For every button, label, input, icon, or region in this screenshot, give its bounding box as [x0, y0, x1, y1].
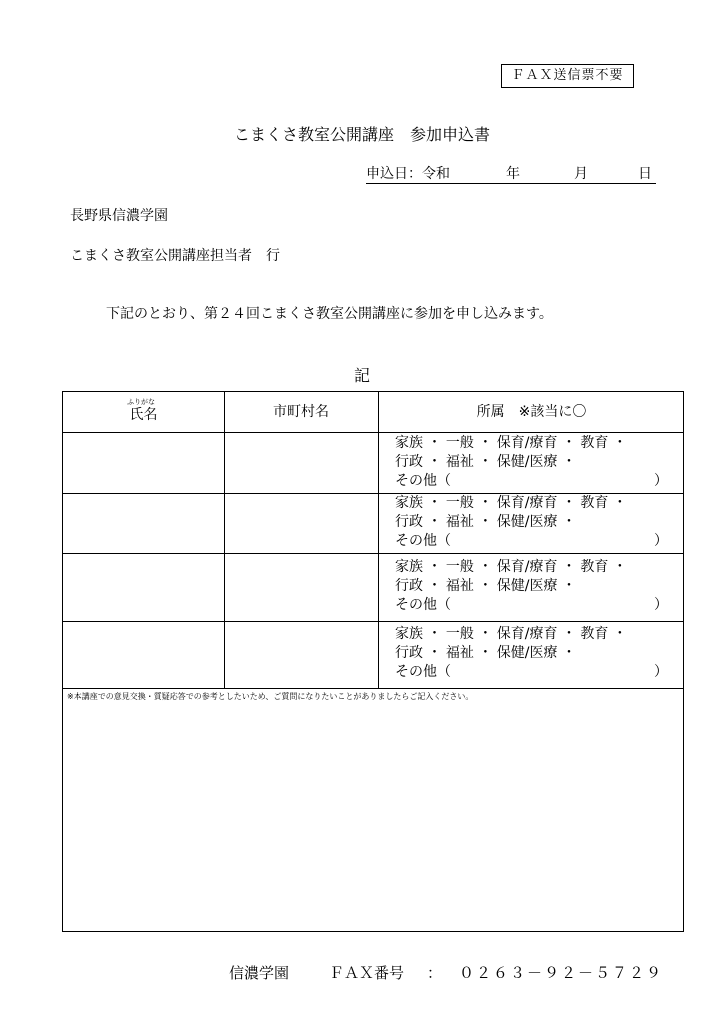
- fax-notice-box: ＦＡＸ送信票不要: [501, 64, 634, 88]
- footer-fax-label: ＦＡＸ番号: [329, 964, 405, 982]
- row-divider: [63, 688, 683, 689]
- affiliation-line-3: [395, 472, 685, 491]
- other-label: その他（: [395, 597, 451, 613]
- footer-fax-number: ０２６３－９２－５７２９: [459, 964, 664, 982]
- page-title: こまくさ教室公開講座 参加申込書: [233, 125, 490, 144]
- header-name: 氏名: [129, 407, 158, 423]
- date-day: 日: [638, 166, 652, 182]
- date-month: 月: [574, 166, 588, 182]
- affiliation-line-3: [395, 663, 685, 682]
- other-close: ）: [654, 473, 668, 489]
- affiliation-line-1: 家族 ・ 一般 ・ 保育/療育 ・ 教育 ・: [395, 495, 627, 511]
- affiliation-options-row-2[interactable]: [395, 494, 685, 551]
- footer: [229, 962, 664, 983]
- affiliation-line-2: 行政 ・ 福祉 ・ 保健/医療 ・: [395, 514, 576, 530]
- other-label: その他（: [395, 473, 451, 489]
- ki-heading: 記: [353, 366, 370, 385]
- affiliation-line-1: 家族 ・ 一般 ・ 保育/療育 ・ 教育 ・: [395, 435, 627, 451]
- date-label: 申込日：令和: [366, 166, 450, 182]
- row-divider: [63, 553, 683, 554]
- application-date: [366, 163, 656, 184]
- other-close: ）: [654, 664, 668, 680]
- affiliation-options-row-3[interactable]: [395, 558, 685, 615]
- affiliation-line-1: 家族 ・ 一般 ・ 保育/療育 ・ 教育 ・: [395, 626, 627, 642]
- column-divider: [224, 392, 225, 688]
- questions-note: ※本講座での意見交換・質疑応答での参考としたいため、ご質問になりたいことがありましたらご記入ください。: [67, 692, 474, 701]
- other-label: その他（: [395, 533, 451, 549]
- affiliation-options-row-1[interactable]: [395, 434, 685, 491]
- column-divider: [378, 392, 379, 688]
- affiliation-options-row-4[interactable]: [395, 625, 685, 682]
- affiliation-line-3: [395, 596, 685, 615]
- other-close: ）: [654, 533, 668, 549]
- other-label: その他（: [395, 664, 451, 680]
- name-furigana: ふりがな: [127, 398, 155, 406]
- other-close: ）: [654, 597, 668, 613]
- footer-colon: ：: [427, 964, 443, 982]
- header-municipality: 市町村名: [273, 404, 329, 420]
- intro-text: 下記のとおり、第２４回こまくさ教室公開講座に参加を申し込みます。: [106, 306, 553, 322]
- affiliation-line-2: 行政 ・ 福祉 ・ 保健/医療 ・: [395, 454, 576, 470]
- header-affiliation: 所属 ※該当に〇: [476, 404, 587, 420]
- application-form-table: [62, 391, 684, 932]
- affiliation-line-2: 行政 ・ 福祉 ・ 保健/医療 ・: [395, 645, 576, 661]
- footer-org: 信濃学園: [229, 964, 290, 982]
- affiliation-line-3: [395, 532, 685, 551]
- affiliation-line-2: 行政 ・ 福祉 ・ 保健/医療 ・: [395, 578, 576, 594]
- date-year: 年: [506, 166, 520, 182]
- row-divider: [63, 432, 683, 433]
- recipient-organization: 長野県信濃学園: [70, 208, 168, 224]
- recipient-person: こまくさ教室公開講座担当者 行: [70, 248, 280, 264]
- affiliation-line-1: 家族 ・ 一般 ・ 保育/療育 ・ 教育 ・: [395, 559, 627, 575]
- row-divider: [63, 621, 683, 622]
